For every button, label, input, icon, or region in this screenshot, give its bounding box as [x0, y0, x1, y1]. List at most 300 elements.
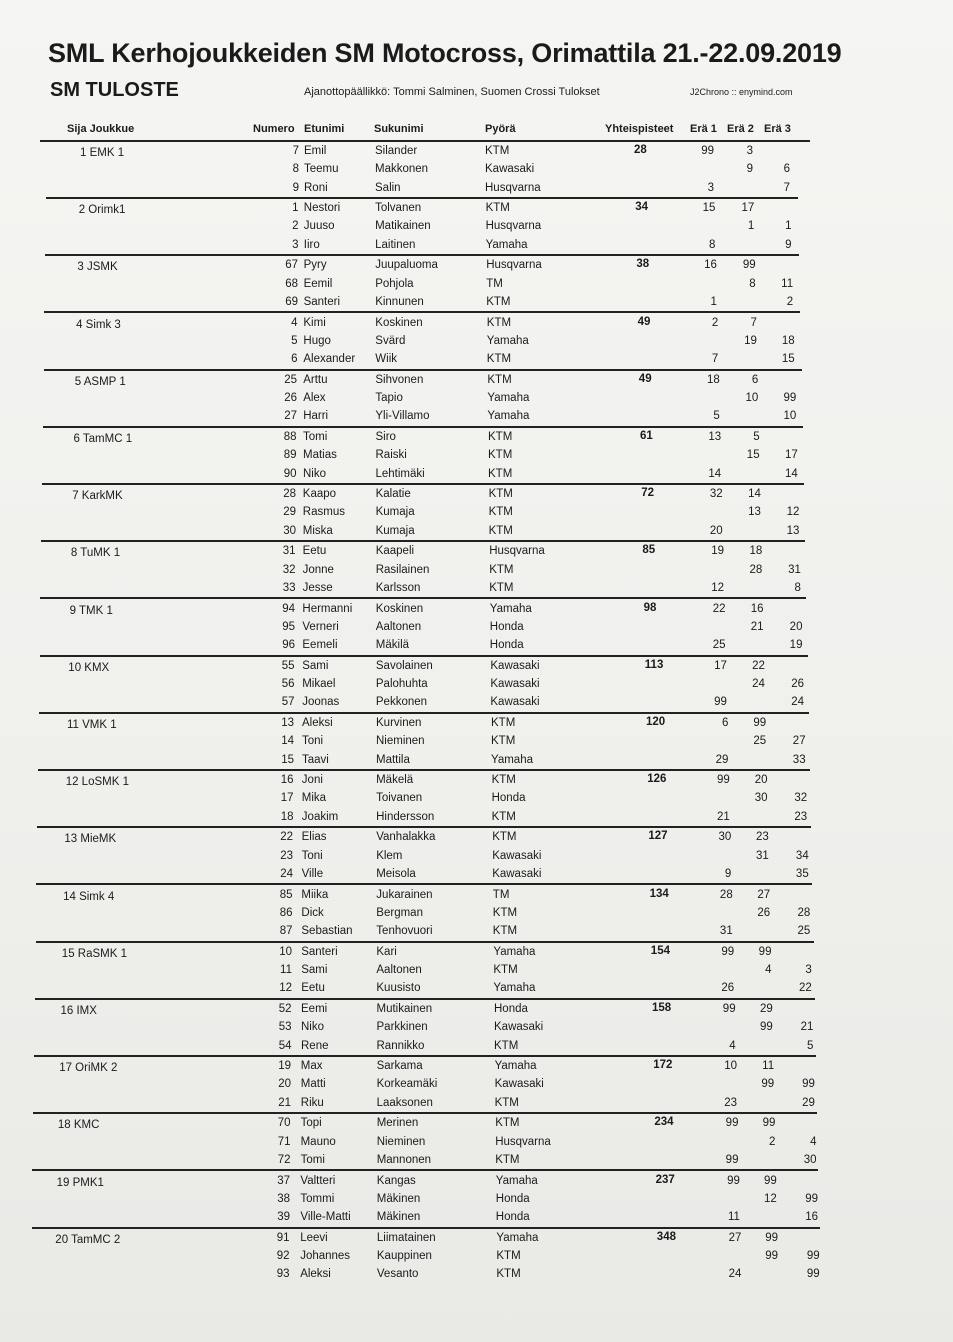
rider-first-name: Mika: [301, 792, 327, 805]
rider-number: 52: [278, 1003, 292, 1015]
team-total-points: 85: [642, 544, 656, 557]
team-block: [0, 1114, 953, 1171]
rider-bike: Honda: [491, 792, 526, 805]
rider-first-name: Matias: [303, 449, 337, 462]
rider-bike: Husqvarna: [485, 181, 541, 194]
rider-last-name: Klem: [376, 849, 403, 862]
rider-first-name: Alexander: [303, 353, 356, 366]
rider-heat3: 20: [789, 620, 803, 633]
rider-heat3: 18: [781, 334, 795, 347]
rider-heat2: 7: [750, 316, 757, 329]
rider-last-name: Savolainen: [375, 659, 433, 672]
rider-last-name: Makkonen: [375, 163, 429, 176]
team-name: 4 Simk 3: [76, 318, 121, 331]
team-block: [0, 199, 953, 256]
rider-heat3: 31: [788, 563, 801, 576]
rider-number: 30: [283, 524, 296, 537]
rider-heat2: 30: [754, 792, 768, 805]
rider-number: 5: [291, 334, 298, 347]
rider-heat3: 8: [794, 581, 801, 594]
team-name: 3 JSMK: [77, 261, 118, 274]
rider-bike: KTM: [489, 563, 514, 576]
rider-number: 69: [285, 295, 298, 308]
rider-bike: KTM: [486, 316, 512, 329]
rider-heat1: 32: [709, 488, 723, 501]
rider-number: 56: [281, 678, 295, 691]
page-title: SML Kerhojoukkeiden SM Motocross, Orimattila 21.-22.09.2019: [48, 38, 842, 68]
rider-heat3: 24: [791, 696, 805, 709]
rider-last-name: Kurvinen: [376, 717, 422, 729]
rider-heat3: 5: [806, 1039, 814, 1052]
rider-first-name: Alex: [303, 392, 326, 405]
rider-heat3: 17: [785, 449, 798, 462]
rider-last-name: Sihvonen: [375, 373, 424, 386]
team-total-points: 49: [637, 315, 651, 328]
rider-last-name: Kumaja: [375, 524, 415, 537]
rider-heat2: 99: [763, 1174, 777, 1187]
rider-last-name: Mannonen: [376, 1153, 432, 1166]
rider-heat3: 27: [792, 735, 806, 748]
rider-heat2: 29: [760, 1003, 773, 1015]
rider-heat2: 5: [753, 431, 760, 443]
rider-first-name: Rasmus: [302, 506, 345, 519]
col-last-name: Sukunimi: [374, 123, 424, 135]
rider-last-name: Kumaja: [375, 506, 415, 519]
rider-number: 57: [281, 696, 295, 709]
rider-heat3: 6: [783, 163, 790, 176]
team-total-points: 120: [646, 716, 666, 728]
rider-bike: Husqvarna: [485, 220, 542, 233]
rider-bike: Yamaha: [487, 392, 530, 405]
rider-heat2: 22: [752, 659, 765, 672]
team-block: [0, 657, 953, 714]
rider-first-name: Aleksi: [302, 717, 333, 729]
rider-bike: KTM: [494, 1039, 519, 1052]
rider-first-name: Toni: [301, 849, 323, 862]
rider-bike: Kawasaki: [485, 163, 535, 176]
software-credit: J2Chrono :: enymind.com: [690, 87, 793, 97]
rider-bike: Yamaha: [494, 1060, 537, 1073]
rider-first-name: Sebastian: [301, 925, 353, 938]
rider-heat3: 34: [795, 849, 809, 862]
team-total-points: 154: [650, 944, 670, 957]
rider-first-name: Nestori: [303, 202, 341, 215]
team-name: 10 KMX: [68, 661, 110, 674]
rider-heat3: 99: [783, 392, 797, 405]
rider-first-name: Hermanni: [302, 602, 353, 615]
team-block: [0, 371, 953, 428]
team-total-points: 34: [635, 201, 648, 214]
rider-heat3: 13: [786, 524, 800, 537]
rider-last-name: Tenhovuori: [376, 925, 433, 938]
rider-number: 55: [281, 659, 295, 672]
rider-number: 14: [281, 735, 294, 748]
rider-heat1: 25: [712, 639, 726, 652]
rider-last-name: Kinnunen: [375, 295, 424, 308]
rider-heat2: 99: [765, 1250, 779, 1263]
rider-number: 32: [282, 563, 296, 576]
rider-bike: Kawasaki: [492, 849, 542, 862]
rider-bike: Kawasaki: [494, 1078, 544, 1091]
team-block: [0, 714, 953, 771]
rider-heat1: 28: [719, 888, 733, 901]
rider-number: 72: [277, 1153, 291, 1166]
team-total-points: 134: [649, 887, 669, 900]
rider-number: 10: [279, 945, 292, 958]
rider-heat2: 6: [751, 373, 759, 386]
rider-last-name: Palohuhta: [375, 678, 428, 691]
rider-last-name: Karlsson: [375, 581, 421, 594]
col-heat1: Erä 1: [690, 123, 717, 135]
rider-last-name: Toivanen: [376, 792, 423, 805]
team-total-points: 113: [644, 658, 664, 671]
rider-number: 16: [280, 774, 294, 787]
rider-first-name: Hugo: [303, 334, 331, 347]
rider-bike: TM: [492, 888, 510, 901]
rider-heat1: 30: [718, 831, 732, 844]
rider-first-name: Elias: [301, 831, 327, 844]
rider-number: 70: [277, 1117, 291, 1130]
rider-first-name: Jesse: [302, 581, 333, 594]
rider-heat1: 4: [729, 1039, 736, 1052]
rider-first-name: Matti: [300, 1078, 326, 1091]
rider-first-name: Ville: [301, 867, 324, 880]
rider-heat1: 18: [706, 373, 720, 386]
team-block: [0, 1000, 953, 1057]
rider-last-name: Kuusisto: [376, 982, 421, 995]
rider-first-name: Santeri: [301, 945, 338, 958]
rider-heat3: 29: [802, 1096, 815, 1109]
rider-bike: KTM: [492, 925, 518, 938]
rider-bike: Yamaha: [487, 410, 530, 423]
rider-heat3: 28: [797, 906, 811, 919]
rider-heat1: 99: [701, 145, 714, 157]
rider-heat2: 21: [750, 620, 764, 633]
rider-first-name: Harri: [303, 410, 329, 423]
col-place-team: Sija Joukkue: [67, 123, 135, 135]
team-total-points: 158: [652, 1002, 672, 1014]
rider-heat1: 21: [717, 810, 730, 823]
rider-bike: Honda: [494, 1003, 528, 1015]
rider-heat3: 3: [805, 964, 812, 977]
rider-number: 1: [292, 202, 299, 215]
rider-bike: Yamaha: [495, 1174, 538, 1187]
rider-heat2: 24: [752, 678, 765, 691]
rider-first-name: Santeri: [303, 295, 341, 308]
rider-heat1: 14: [708, 467, 722, 480]
rider-heat2: 15: [746, 449, 760, 462]
team-total-points: 61: [640, 430, 653, 442]
rider-number: 4: [291, 316, 298, 329]
rider-last-name: Juupaluoma: [375, 259, 438, 272]
rider-heat3: 7: [783, 181, 790, 194]
rider-first-name: Mauno: [300, 1135, 336, 1148]
team-total-points: 126: [647, 773, 667, 786]
rider-number: 23: [280, 849, 293, 862]
timing-official: Ajanottopäällikkö: Tommi Salminen, Suomen Crossi Tulokset: [304, 86, 600, 98]
rider-heat2: 8: [749, 277, 756, 290]
team-block: [0, 1172, 953, 1229]
rider-heat3: 2: [786, 295, 794, 308]
rider-bike: KTM: [488, 506, 513, 519]
team-total-points: 237: [655, 1173, 675, 1186]
rider-heat2: 23: [756, 831, 769, 844]
rider-first-name: Johannes: [300, 1250, 351, 1263]
rider-number: 92: [276, 1250, 290, 1263]
rider-bike: Honda: [489, 639, 524, 652]
rider-heat2: 16: [750, 602, 764, 615]
rider-number: 38: [277, 1192, 290, 1205]
rider-number: 9: [292, 181, 299, 194]
rider-last-name: Kalatie: [375, 488, 411, 501]
col-heat3: Erä 3: [764, 123, 791, 135]
rider-number: 17: [280, 792, 294, 805]
rider-heat2: 19: [744, 334, 757, 347]
rider-first-name: Iiro: [303, 238, 320, 251]
rider-heat3: 99: [806, 1250, 820, 1263]
team-block: [0, 943, 953, 1000]
rider-number: 18: [280, 810, 294, 823]
rider-first-name: Toni: [302, 735, 324, 748]
rider-heat2: 11: [762, 1060, 775, 1073]
rider-bike: KTM: [488, 449, 513, 462]
rider-number: 67: [285, 259, 298, 272]
team-block: [0, 886, 953, 943]
rider-first-name: Joonas: [302, 696, 340, 709]
rider-heat1: 8: [709, 238, 716, 251]
rider-last-name: Meisola: [376, 867, 416, 880]
rider-heat3: 9: [785, 238, 792, 251]
rider-heat3: 15: [781, 353, 795, 366]
rider-number: 24: [280, 867, 293, 880]
rider-last-name: Mäkelä: [376, 774, 414, 787]
rider-bike: KTM: [486, 295, 511, 308]
rider-heat3: 99: [805, 1192, 819, 1205]
rider-heat1: 26: [721, 982, 735, 995]
rider-first-name: Sami: [301, 964, 328, 977]
rider-last-name: Mäkinen: [376, 1192, 421, 1205]
rider-first-name: Juuso: [303, 220, 335, 233]
rider-bike: Honda: [489, 620, 524, 633]
rider-number: 3: [292, 238, 299, 251]
rider-bike: Honda: [495, 1192, 530, 1205]
rider-first-name: Aleksi: [300, 1268, 331, 1281]
rider-heat1: 99: [725, 1153, 739, 1166]
team-name: 14 Simk 4: [63, 890, 115, 903]
rider-heat1: 11: [727, 1211, 740, 1224]
rider-number: 91: [276, 1231, 290, 1244]
rider-bike: Husqvarna: [489, 545, 545, 558]
team-total-points: 127: [648, 830, 668, 843]
rider-heat2: 12: [763, 1192, 777, 1205]
rider-bike: KTM: [491, 717, 516, 729]
rider-number: 68: [285, 277, 298, 290]
rider-heat3: 11: [781, 277, 794, 290]
rider-number: 22: [280, 831, 293, 844]
rider-last-name: Svärd: [375, 334, 406, 347]
rider-first-name: Dick: [301, 906, 324, 919]
rider-first-name: Taavi: [302, 753, 329, 766]
rider-heat1: 2: [711, 316, 719, 329]
rider-heat1: 20: [709, 524, 723, 537]
team-name: 1 EMK 1: [80, 147, 125, 159]
rider-bike: KTM: [492, 906, 518, 919]
rider-last-name: Salin: [375, 181, 401, 194]
rider-heat3: 35: [795, 867, 809, 880]
team-name: 12 LoSMK 1: [65, 776, 129, 789]
rider-bike: Honda: [495, 1211, 530, 1224]
rider-last-name: Bergman: [376, 906, 423, 919]
rider-first-name: Verneri: [302, 620, 339, 633]
rider-last-name: Koskinen: [375, 316, 423, 329]
rider-bike: KTM: [485, 202, 510, 215]
rider-heat1: 23: [724, 1096, 738, 1109]
rider-heat1: 22: [712, 602, 726, 615]
rider-heat3: 14: [785, 467, 798, 480]
team-name: 15 RaSMK 1: [61, 947, 127, 960]
rider-bike: Kawasaki: [490, 678, 540, 691]
rider-heat1: 15: [702, 202, 716, 215]
rider-last-name: Hindersson: [376, 810, 435, 823]
rider-heat2: 25: [753, 735, 767, 748]
team-total-points: 28: [634, 144, 647, 156]
team-name: 6 TamMC 1: [73, 433, 133, 445]
rider-heat2: 31: [756, 849, 769, 862]
rider-heat3: 22: [799, 982, 812, 995]
rider-heat1: 9: [724, 867, 732, 880]
rider-first-name: Roni: [304, 181, 328, 194]
team-name: 18 KMC: [57, 1119, 100, 1132]
rider-heat2: 13: [748, 506, 761, 519]
team-name: 7 KarkMK: [72, 490, 123, 503]
rider-first-name: Ville-Matti: [300, 1211, 351, 1224]
rider-number: 27: [284, 410, 297, 423]
rider-first-name: Eemi: [301, 1003, 328, 1015]
rider-number: 88: [283, 431, 297, 443]
rider-first-name: Tommi: [300, 1192, 335, 1205]
rider-last-name: Vanhalakka: [376, 831, 436, 844]
rider-heat2: 4: [765, 964, 772, 977]
rider-heat3: 30: [803, 1153, 817, 1166]
rider-bike: KTM: [495, 1117, 520, 1130]
rider-number: 96: [282, 639, 295, 652]
rider-bike: KTM: [491, 774, 516, 787]
rider-heat2: 9: [746, 163, 753, 176]
team-name: 2 Orimk1: [78, 204, 126, 217]
rider-first-name: Eemeli: [302, 639, 338, 652]
rider-bike: KTM: [493, 964, 518, 977]
rider-number: 53: [278, 1021, 292, 1034]
rider-bike: Husqvarna: [486, 259, 542, 272]
col-number: Numero: [253, 123, 295, 135]
rider-heat1: 6: [721, 717, 729, 729]
rider-last-name: Mäkinen: [376, 1211, 421, 1224]
rider-first-name: Tomi: [300, 1153, 325, 1166]
rider-number: 29: [283, 506, 296, 519]
rider-first-name: Pyry: [303, 259, 327, 272]
rider-first-name: Miska: [302, 524, 333, 537]
team-name: 17 OriMK 2: [59, 1062, 118, 1075]
rider-last-name: Rannikko: [376, 1039, 425, 1052]
rider-number: 19: [278, 1060, 291, 1073]
rider-first-name: Miika: [301, 888, 329, 901]
rider-last-name: Raiski: [375, 449, 407, 462]
rider-number: 26: [284, 392, 297, 405]
rider-last-name: Mäkilä: [375, 639, 410, 652]
rider-first-name: Tomi: [303, 431, 328, 443]
rider-first-name: Topi: [300, 1117, 322, 1130]
team-block: [0, 142, 953, 199]
rider-number: 11: [280, 964, 292, 977]
team-block: [0, 485, 953, 542]
rider-number: 95: [282, 620, 295, 633]
team-block: [0, 600, 953, 657]
team-total-points: 234: [654, 1116, 674, 1129]
rider-heat2: 99: [765, 1231, 779, 1244]
team-name: 9 TMK 1: [69, 604, 113, 617]
rider-bike: KTM: [494, 1096, 519, 1109]
rider-heat1: 27: [728, 1231, 742, 1244]
rider-heat1: 19: [711, 545, 725, 558]
rider-bike: Kawasaki: [490, 696, 540, 709]
table-header: [40, 118, 810, 142]
rider-heat1: 29: [715, 753, 729, 766]
team-total-points: 172: [653, 1059, 673, 1072]
rider-heat3: 19: [789, 639, 803, 652]
rider-heat1: 17: [714, 659, 727, 672]
rider-number: 7: [292, 145, 299, 157]
rider-last-name: Nieminen: [376, 1135, 426, 1148]
team-total-points: 49: [638, 372, 652, 385]
team-block: [0, 428, 953, 485]
rider-number: 12: [279, 982, 292, 995]
rider-last-name: Siro: [375, 431, 396, 443]
col-heat2: Erä 2: [727, 123, 754, 135]
rider-heat3: 16: [805, 1211, 819, 1224]
rider-number: 31: [282, 545, 296, 558]
rider-bike: Kawasaki: [490, 659, 540, 672]
rider-bike: KTM: [496, 1268, 521, 1281]
rider-number: 8: [292, 163, 299, 176]
rider-bike: Kawasaki: [494, 1021, 544, 1034]
rider-last-name: Liimatainen: [376, 1231, 436, 1244]
rider-heat3: 99: [806, 1268, 820, 1281]
rider-last-name: Mattila: [376, 753, 410, 766]
rider-bike: KTM: [488, 488, 513, 501]
team-total-points: 38: [636, 258, 650, 271]
rider-last-name: Laitinen: [375, 238, 416, 251]
rider-last-name: Aaltonen: [376, 964, 422, 977]
rider-heat1: 99: [727, 1174, 740, 1187]
rider-number: 6: [291, 353, 298, 366]
rider-heat3: 12: [786, 506, 800, 519]
rider-heat1: 5: [713, 410, 720, 423]
rider-heat2: 2: [769, 1135, 776, 1148]
rider-bike: Yamaha: [493, 982, 536, 995]
rider-heat1: 16: [704, 259, 717, 272]
rider-number: 20: [278, 1078, 291, 1091]
team-block: [0, 256, 953, 313]
rider-bike: Kawasaki: [492, 867, 542, 880]
rider-heat3: 32: [794, 792, 808, 805]
rider-heat1: 99: [722, 1003, 736, 1015]
rider-number: 39: [277, 1211, 290, 1224]
team-total-points: 348: [656, 1230, 676, 1243]
rider-first-name: Joni: [301, 774, 323, 787]
rider-first-name: Eetu: [301, 982, 325, 995]
rider-last-name: Kaapeli: [375, 545, 415, 558]
rider-heat2: 99: [758, 945, 772, 958]
